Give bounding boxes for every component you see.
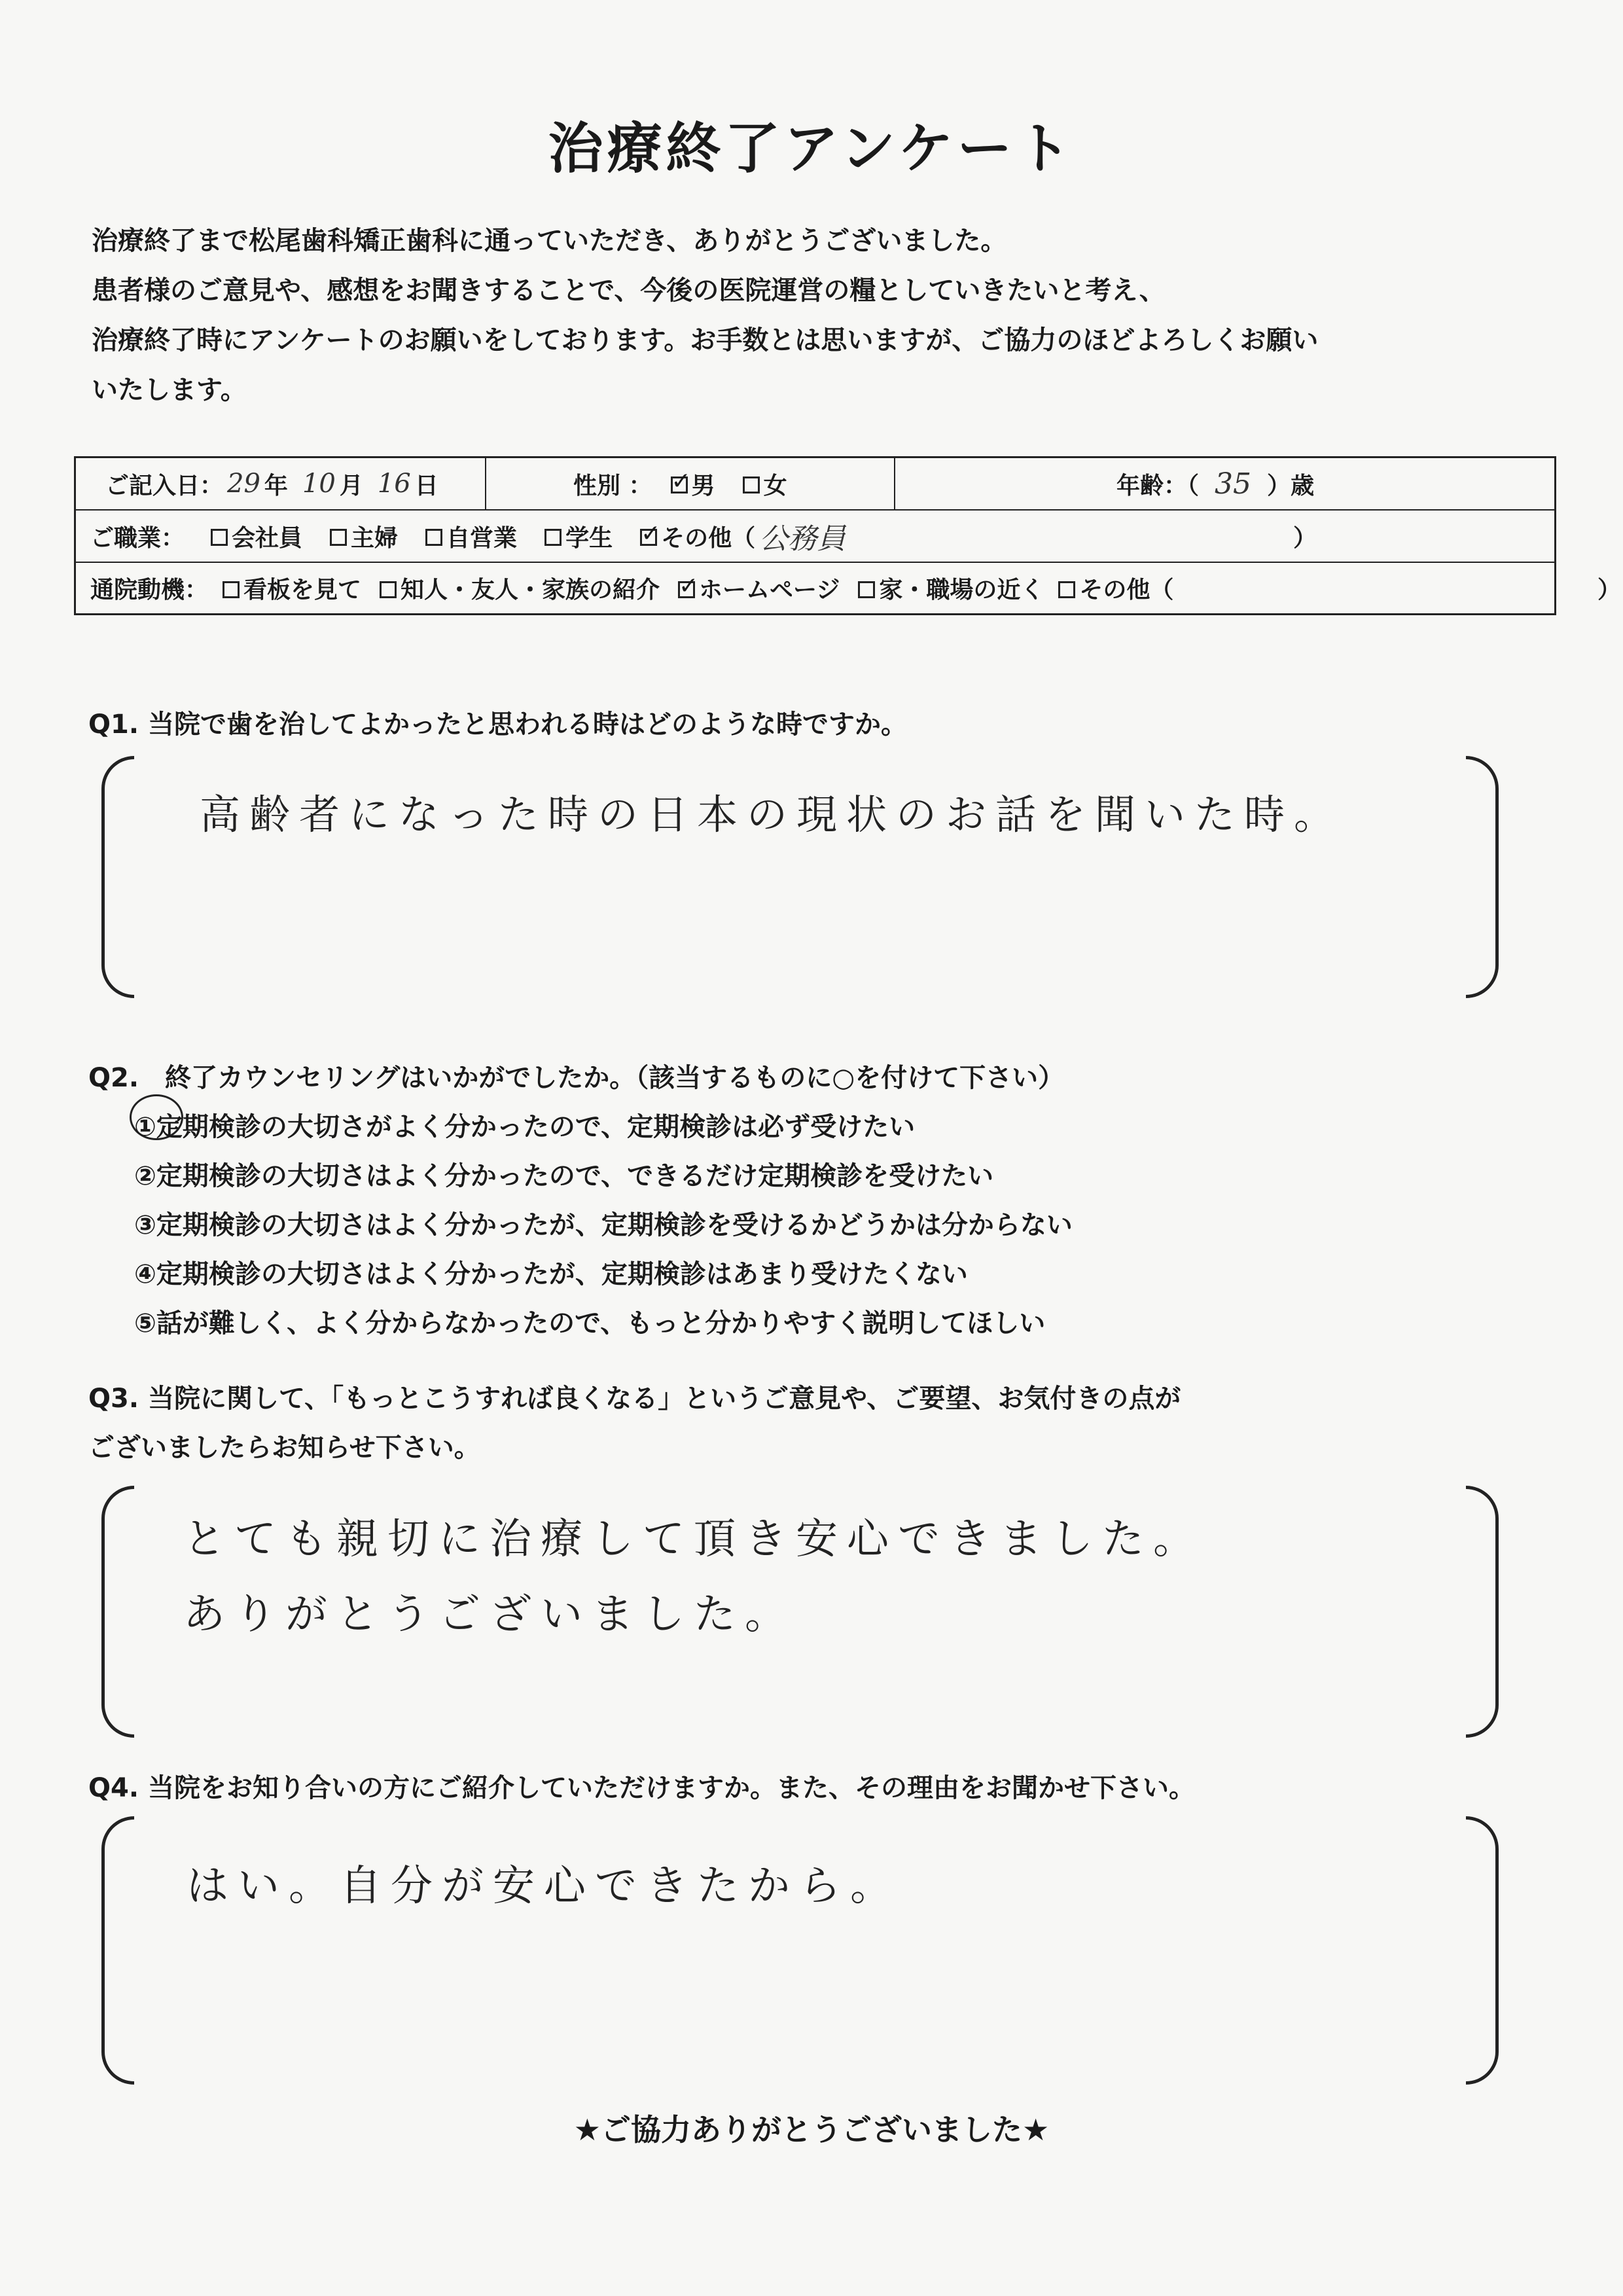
occupation-office-checkbox[interactable] xyxy=(211,529,228,546)
occupation-selfemployed-checkbox[interactable] xyxy=(425,529,442,546)
occupation-label: ご職業： xyxy=(90,524,185,552)
occupation-other-label: その他（ xyxy=(661,524,756,552)
gender-field xyxy=(573,458,787,509)
info-row-motive xyxy=(76,563,1622,613)
thanks-footer: ★ご協力ありがとうございました★ xyxy=(573,2112,1050,2147)
q3-question-line2: ございましたらお知らせ下さい。 xyxy=(88,1433,480,1463)
date-day-unit: 日 xyxy=(414,472,438,499)
intro-line: 治療終了時にアンケートのお願いをしております。お手数とは思いますが、ご協力のほどよろしくお願い xyxy=(92,325,1319,355)
occupation-housewife-checkbox[interactable] xyxy=(330,529,347,546)
date-month-value: 10 xyxy=(302,469,336,499)
motive-referral-checkbox[interactable] xyxy=(380,581,397,598)
motive-homepage-label: ホームページ xyxy=(699,577,840,603)
gender-female-label: 女 xyxy=(763,472,787,499)
q2-option-3[interactable]: ③定期検診の大切さはよく分かったが、定期検診を受けるかどうかは分からない xyxy=(134,1210,1073,1240)
occupation-option: 会社員 xyxy=(232,524,303,552)
q2-question: Q2. 終了カウンセリングはいかがでしたか。（該当するものに○を付けて下さい） xyxy=(88,1063,1065,1093)
occupation-field xyxy=(90,511,846,562)
divider xyxy=(894,458,895,511)
q2-option-2[interactable]: ②定期検診の大切さはよく分かったので、できるだけ定期検診を受けたい xyxy=(134,1161,994,1191)
date-year-unit: 年 xyxy=(264,472,288,499)
date-day-value: 16 xyxy=(377,469,411,499)
intro-text xyxy=(92,216,1531,415)
q3-question-line1: Q3. 当院に関して、「もっとこうすれば良くなる」というご意見や、ご要望、お気付きの点が xyxy=(88,1384,1181,1414)
intro-line: 治療終了まで松尾歯科矯正歯科に通っていただき、ありがとうございました。 xyxy=(92,226,1007,256)
age-label: 年齢：（ xyxy=(1116,472,1200,499)
q3-answer-box[interactable] xyxy=(101,1486,1499,1738)
date-field[interactable] xyxy=(105,458,438,509)
occupation-option: 学生 xyxy=(565,524,613,552)
gender-label: 性別 ： xyxy=(573,472,652,499)
motive-near-checkbox[interactable] xyxy=(858,581,875,598)
info-row-occupation xyxy=(76,511,1554,563)
date-year-value: 29 xyxy=(227,469,260,499)
gender-female-checkbox[interactable] xyxy=(743,476,760,493)
intro-line: 患者様のご意見や、感想をお聞きすることで、今後の医院運営の糧としていきたいと考え、 xyxy=(92,276,1166,306)
q1-answer: 高齢者になった時の日本の現状のお話を聞いた時。 xyxy=(200,791,1344,838)
motive-label: 通院動機： xyxy=(90,577,209,603)
occupation-close-paren: ） xyxy=(1293,524,1317,552)
left-bracket xyxy=(101,756,134,998)
occupation-option: 主婦 xyxy=(351,524,399,552)
gender-male-label: 男 xyxy=(691,472,715,499)
right-bracket xyxy=(1466,1816,1499,2085)
left-bracket xyxy=(101,1486,134,1738)
q4-answer-box[interactable] xyxy=(101,1816,1499,2085)
motive-other-checkbox[interactable] xyxy=(1058,581,1075,598)
motive-close-paren: ） xyxy=(1597,577,1622,603)
motive-homepage-checkbox[interactable] xyxy=(678,581,695,598)
occupation-other-value: 公務員 xyxy=(759,522,846,556)
motive-other-label: その他（ xyxy=(1079,577,1174,603)
gender-male-checkbox[interactable] xyxy=(671,476,688,493)
date-month-unit: 月 xyxy=(339,472,363,499)
motive-field xyxy=(90,563,1173,613)
age-value: 35 xyxy=(1215,467,1252,501)
patient-info-table xyxy=(74,456,1622,615)
right-bracket xyxy=(1466,1486,1499,1738)
occupation-student-checkbox[interactable] xyxy=(544,529,562,546)
motive-option: 看板を見て xyxy=(243,577,362,603)
right-bracket xyxy=(1466,756,1499,998)
age-field[interactable] xyxy=(1116,458,1314,509)
motive-signboard-checkbox[interactable] xyxy=(223,581,240,598)
q2-option-4[interactable]: ④定期検診の大切さはよく分かったが、定期検診はあまり受けたくない xyxy=(134,1259,968,1289)
q4-question: Q4. 当院をお知り合いの方にご紹介していただけますか。また、その理由をお聞かせ下さい。 xyxy=(88,1773,1195,1803)
occupation-option: 自営業 xyxy=(446,524,518,552)
q3-answer-line1: とても親切に治療して頂き安心できました。 xyxy=(183,1515,1204,1564)
divider xyxy=(485,458,486,511)
q1-answer-box[interactable] xyxy=(101,756,1499,998)
q2-option-1[interactable]: ①定期検診の大切さがよく分かったので、定期検診は必ず受けたい xyxy=(134,1112,916,1142)
motive-near-label: 家・職場の近く xyxy=(879,577,1044,603)
left-bracket xyxy=(101,1816,134,2085)
date-label: ご記入日： xyxy=(105,472,224,499)
occupation-other-checkbox[interactable] xyxy=(640,529,657,546)
q1-question: Q1. 当院で歯を治してよかったと思われる時はどのような時ですか。 xyxy=(88,709,907,740)
intro-line: いたします。 xyxy=(92,375,247,405)
info-row-date-gender-age xyxy=(76,458,1554,511)
q4-answer: はい。自分が安心できたから。 xyxy=(187,1862,901,1910)
motive-option: 知人・友人・家族の紹介 xyxy=(401,577,660,603)
page-title: 治療終了アンケート xyxy=(548,117,1075,181)
q3-answer-line2: ありがとうございました。 xyxy=(183,1590,796,1639)
age-unit: ）歳 xyxy=(1267,472,1315,499)
q2-option-5[interactable]: ⑤話が難しく、よく分からなかったので、もっと分かりやすく説明してほしい xyxy=(134,1308,1046,1338)
